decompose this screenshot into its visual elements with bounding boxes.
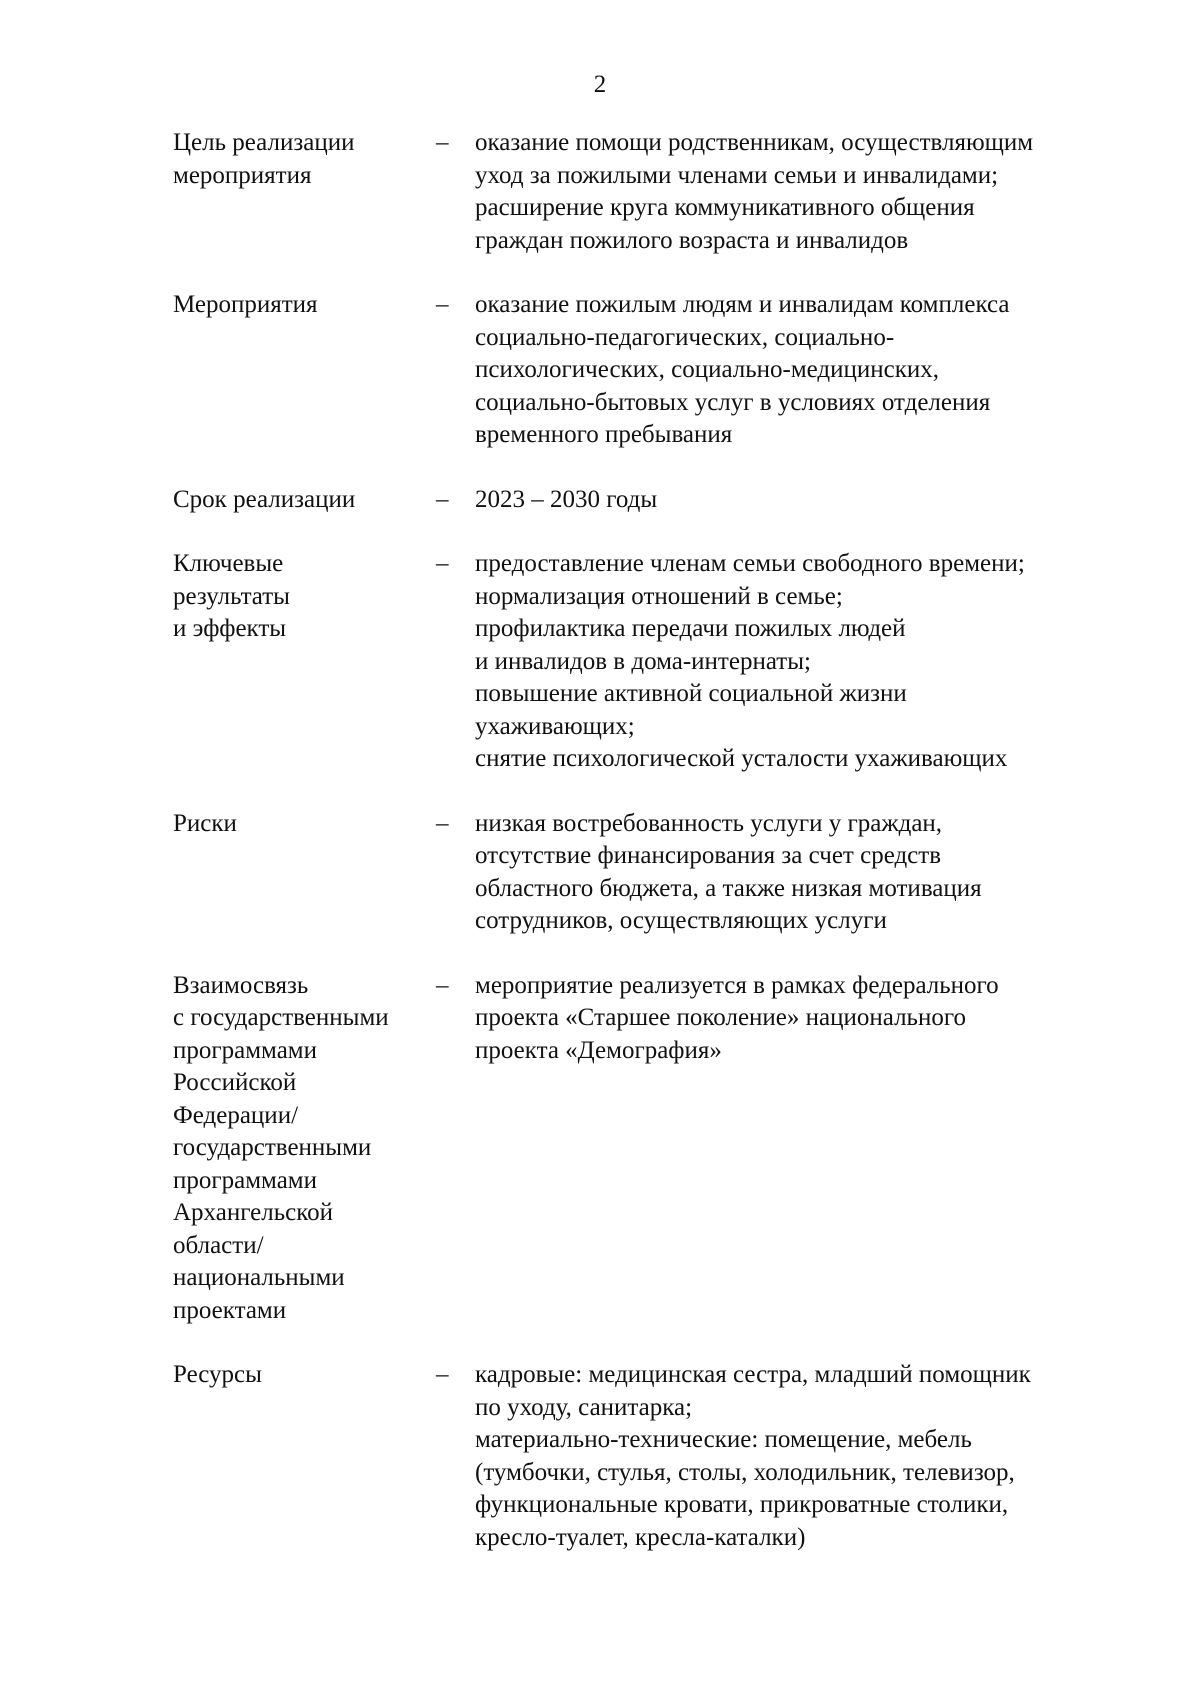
passport-table <box>0 127 1200 1586</box>
row-content <box>475 970 1135 1328</box>
row-dash: – <box>436 129 449 156</box>
row-label-line: Мероприятия <box>173 291 318 318</box>
row-content-line: профилактика передачи пожилых людей <box>475 615 906 642</box>
row-content-line: (тумбочки, стулья, столы, холодильник, телевизор, <box>475 1458 1015 1486</box>
row-label-line: мероприятия <box>173 161 312 189</box>
row-content-line: проекта «Демография» <box>475 1036 722 1064</box>
row-content-line: социально-педагогических, социально- <box>475 323 895 351</box>
row-content-line: уход за пожилыми членами семьи и инвалидами; <box>475 161 999 189</box>
row-label-line: программами <box>173 1166 317 1194</box>
row-label <box>173 548 433 646</box>
row-label <box>173 1359 433 1392</box>
row-content <box>475 127 1135 257</box>
row-label <box>173 970 433 1328</box>
row-content-line: низкая востребованность услуги у граждан, <box>475 809 943 837</box>
row-content <box>475 808 1135 938</box>
row-label-line: Взаимосвязь <box>173 971 309 999</box>
row-content <box>475 289 1135 452</box>
row-content-line: повышение активной социальной жизни <box>475 680 907 707</box>
row-content-line: материально-технические: помещение, мебель <box>475 1426 972 1453</box>
row-label <box>173 289 433 322</box>
row-label-line: Срок реализации <box>173 485 356 513</box>
row-label-line: национальными <box>173 1264 345 1291</box>
row-label-line: области/ <box>173 1231 264 1259</box>
row-dash: – <box>436 485 449 513</box>
row-dash: – <box>436 1361 449 1388</box>
row-label <box>173 808 433 841</box>
row-label <box>173 484 433 517</box>
row-content-line: снятие психологической усталости ухаживающих <box>475 745 1008 772</box>
row-content <box>475 548 1135 776</box>
row-content-line: и инвалидов в дома-интернаты; <box>475 647 811 675</box>
row-content-line: проекта «Старшее поколение» национального <box>475 1004 966 1031</box>
row-dash: – <box>436 550 449 577</box>
row-content-line: психологических, социально-медицинских, <box>475 356 940 383</box>
row-content-line: сотрудников, осуществляющих услуги <box>475 907 887 934</box>
row-dash: – <box>436 971 449 999</box>
row-label-line: Российской <box>173 1069 297 1096</box>
table-row <box>0 970 1200 1328</box>
row-label-line: Ресурсы <box>173 1361 262 1388</box>
row-content-line: отсутствие финансирования за счет средств <box>475 842 942 869</box>
row-label-line: Риски <box>173 809 237 837</box>
row-content-line: расширение круга коммуникативного общения <box>475 194 975 221</box>
row-content <box>475 1359 1135 1554</box>
table-row <box>0 808 1200 938</box>
table-row <box>0 1359 1200 1554</box>
row-content-line: ухаживающих; <box>475 712 635 740</box>
table-row <box>0 484 1200 517</box>
row-label-line: проектами <box>173 1296 287 1324</box>
row-label-line: государственными <box>173 1134 372 1161</box>
row-content-line: областного бюджета, а также низкая мотивация <box>475 874 982 902</box>
row-content-line: временного пребывания <box>475 421 733 448</box>
page-number: 2 <box>593 71 607 98</box>
row-content-line: оказание пожилым людям и инвалидам комплекса <box>475 291 1010 318</box>
row-content-line: граждан пожилого возраста и инвалидов <box>475 226 909 254</box>
row-dash: – <box>436 809 449 837</box>
row-content-line: предоставление членам семьи свободного времени; <box>475 550 1025 577</box>
row-label-line: Архангельской <box>173 1199 333 1226</box>
row-label-line: с государственными <box>173 1004 389 1031</box>
row-content-line: 2023 – 2030 годы <box>475 485 658 513</box>
row-label-line: и эффекты <box>173 615 287 642</box>
table-row <box>0 289 1200 452</box>
row-content-line: нормализация отношений в семье; <box>475 582 843 610</box>
row-content <box>475 484 1135 517</box>
row-dash: – <box>436 291 449 318</box>
row-content-line: кресло-туалет, кресла-каталки) <box>475 1523 806 1551</box>
row-content-line: кадровые: медицинская сестра, младший помощник <box>475 1361 1031 1388</box>
row-label-line: Федерации/ <box>173 1101 299 1129</box>
row-content-line: функциональные кровати, прикроватные столики, <box>475 1491 1009 1518</box>
table-row <box>0 127 1200 257</box>
row-content-line: мероприятие реализуется в рамках федерального <box>475 971 999 999</box>
row-content-line: социально-бытовых услуг в условиях отделения <box>475 388 991 416</box>
row-label-line: результаты <box>173 582 290 610</box>
row-label <box>173 127 433 192</box>
row-label-line: Ключевые <box>173 550 284 577</box>
row-label-line: программами <box>173 1036 317 1064</box>
row-label-line: Цель реализации <box>173 129 355 156</box>
table-row <box>0 548 1200 776</box>
row-content-line: оказание помощи родственникам, осуществляющим <box>475 129 1034 156</box>
row-content-line: по уходу, санитарка; <box>475 1393 693 1421</box>
